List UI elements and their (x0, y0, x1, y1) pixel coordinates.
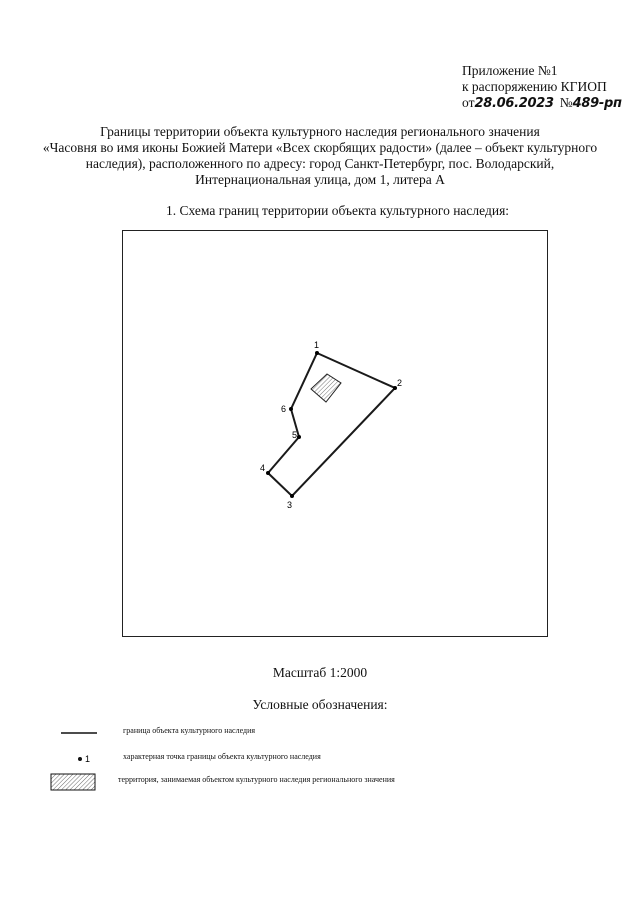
legend-title: Условные обозначения: (252, 697, 388, 712)
boundary-line-symbol (45, 723, 105, 743)
annex-title: Приложение №1 (462, 63, 558, 78)
handwritten-number: 489-рп (572, 96, 622, 111)
map-scale: Масштаб 1:2000 (272, 665, 368, 680)
boundary-points (266, 351, 397, 498)
title-line-4: Интернациональная улица, дом 1, литера А (195, 172, 445, 187)
boundary-point-3 (290, 494, 294, 498)
legend-label-point: характерная точка границы объекта культурного наследия (123, 752, 321, 761)
boundary-point-symbol (45, 749, 105, 769)
legend-item-point (45, 749, 545, 769)
annex-order-ref: к распоряжению КГИОП (462, 79, 607, 94)
legend-point-number: 1 (85, 754, 91, 764)
boundary-polygon (268, 353, 395, 496)
hatched-area-symbol (45, 772, 105, 792)
point-label-4: 4 (260, 463, 266, 473)
point-label-3: 3 (287, 500, 293, 510)
boundary-point-5 (297, 435, 301, 439)
boundary-point-4 (266, 471, 270, 475)
section-heading: 1. Схема границ территории объекта культурного наследия: (166, 203, 510, 218)
date-prefix: от (462, 95, 475, 110)
title-line-1: Границы территории объекта культурного наследия регионального значения (100, 124, 540, 139)
legend-label-territory: территория, занимаемая объектом культурного наследия регионального значения (118, 775, 395, 784)
legend-item-territory (45, 772, 565, 792)
point-label-2: 2 (397, 378, 403, 388)
number-prefix: № (559, 95, 573, 110)
annex-date-line (462, 95, 622, 112)
title-line-2: «Часовня во имя иконы Божией Матери «Всех скорбящих радости» (далее – объект культурного (42, 140, 598, 155)
point-label-6: 6 (281, 404, 287, 414)
point-label-1: 1 (314, 340, 320, 350)
point-label-5: 5 (292, 430, 298, 440)
legend-label-boundary: граница объекта культурного наследия (123, 726, 256, 735)
boundary-point-1 (315, 351, 319, 355)
legend-item-boundary (45, 723, 545, 743)
map-scheme (122, 230, 548, 637)
map-svg (123, 231, 549, 638)
handwritten-date: 28.06.2023 (474, 96, 554, 111)
heritage-building (311, 374, 341, 402)
boundary-point-6 (289, 407, 293, 411)
document-title (40, 124, 600, 188)
annex-header (462, 63, 622, 112)
title-line-3: наследия), расположенного по адресу: город Санкт-Петербург, пос. Володарский, (85, 156, 555, 171)
